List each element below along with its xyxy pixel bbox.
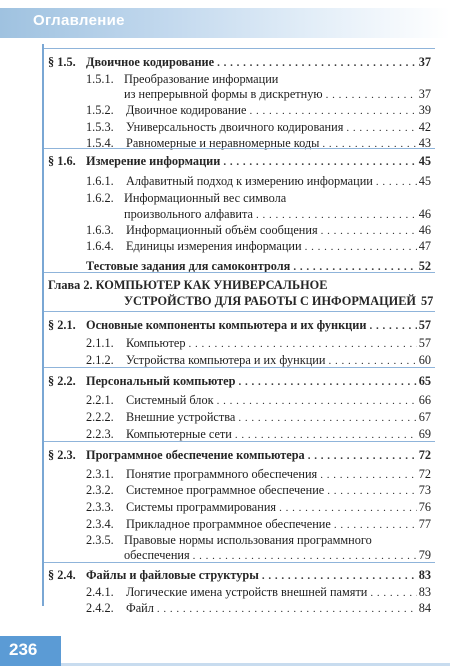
subsection-title: Системный блок [126,393,214,407]
toc-subsection-number: 1.6.2. [86,191,114,205]
page-ref: 37 [418,87,431,101]
page-ref: 79 [418,548,431,562]
leader-dots [193,549,417,559]
toc-subsection-number: 1.5.1. [86,72,114,86]
subsection-title: Единицы измерения информации [126,239,302,253]
page-ref: 39 [418,103,431,117]
leader-dots [370,586,416,596]
subsection-title-line2: обеспечения [124,548,190,562]
leader-dots [157,602,417,612]
subsection-number: 2.2.1. [86,393,114,407]
toc-subsection[interactable] [86,602,431,615]
section-divider [44,48,435,49]
page-ref: 67 [418,410,431,424]
page-ref: 57 [418,318,431,332]
toc-subsection[interactable] [86,411,431,424]
section-number: § 2.2. [48,374,76,388]
subsection-title: Логические имена устройств внешней памяти [126,585,368,599]
page-ref: 72 [418,467,431,481]
page-ref: 37 [418,55,431,69]
subsection-title: Файл [126,601,154,615]
section-number: § 1.5. [48,55,76,69]
toc-section[interactable] [48,319,431,332]
section-title: Двоичное кодирование [86,55,215,69]
subsection-number: 2.2.3. [86,427,114,441]
subsection-number: 2.3.1. [86,467,114,481]
page-ref: 65 [418,374,431,388]
page-ref: 45 [418,154,431,168]
subsection-title: Информационный объём сообщения [126,223,318,237]
toc-subsection[interactable] [86,224,431,237]
leader-dots [217,56,417,66]
subsection-number: 1.5.3. [86,120,114,134]
subsection-title: Системное программное обеспечение [126,483,325,497]
page-ref: 42 [418,120,431,134]
page-ref: 73 [418,483,431,497]
leader-dots [293,260,416,270]
subsection-number: 2.3.4. [86,517,114,531]
toc-section[interactable] [48,155,431,168]
table-of-contents [44,44,435,615]
section-title: Измерение информации [86,154,221,168]
toc-subsection[interactable] [86,501,431,514]
page-ref: 69 [418,427,431,441]
subsection-number: 1.6.4. [86,239,114,253]
leader-dots [235,428,417,438]
leader-dots [279,501,417,511]
section-number: § 1.6. [48,154,76,168]
toc-subsection-number: 2.3.5. [86,533,114,547]
subsection-number: 1.6.3. [86,223,114,237]
toc-subsection-title-line1[interactable]: Информационный вес символа [124,191,287,205]
toc-section[interactable] [48,569,431,582]
leader-dots [376,175,417,185]
leader-dots [223,155,416,165]
page-title: Оглавление [33,12,125,29]
chapter-title-line1[interactable]: Глава 2. КОМПЬЮТЕР КАК УНИВЕРСАЛЬНОЕ [48,278,328,292]
subsection-title: Равномерные и неравномерные коды [126,136,320,150]
subsection-title: Прикладное программное обеспечение [126,517,331,531]
section-divider [44,562,435,563]
leader-dots [256,208,417,218]
toc-subsection[interactable] [86,484,431,497]
page-ref: 43 [418,136,431,150]
leader-dots [346,121,416,131]
subsection-number: 2.3.3. [86,500,114,514]
subsection-title: Устройства компьютера и их функции [126,353,326,367]
toc-subsection[interactable] [86,175,431,188]
page-ref: 77 [418,517,431,531]
page-ref: 84 [418,601,431,615]
toc-frame [42,44,435,615]
subsection-title-line2: произвольного алфавита [124,207,253,221]
page-number-tab [0,636,61,666]
section-title: Основные компоненты компьютера и их функции [86,318,367,332]
subsection-title: Универсальность двоичного кодирования [126,120,344,134]
toc-subsection[interactable] [86,586,431,599]
leader-dots [327,484,416,494]
page-ref: 47 [418,239,431,253]
toc-subsection[interactable] [86,121,431,134]
subsection-number: 2.2.2. [86,410,114,424]
toc-subsection[interactable] [124,208,431,221]
subsection-title: Компьютер [126,336,186,350]
page-ref: 46 [418,223,431,237]
leader-dots [322,137,416,147]
toc-chapter[interactable] [124,294,434,308]
leader-dots [238,375,416,385]
leader-dots [217,394,417,404]
subsection-number: 2.3.2. [86,483,114,497]
page-ref: 45 [418,174,431,188]
leader-dots [321,224,417,234]
subsection-title: Компьютерные сети [126,427,232,441]
subsection-title: Двоичное кодирование [126,103,247,117]
tests-title: Тестовые задания для самоконтроля [86,259,291,273]
toc-subsection[interactable] [86,240,431,253]
toc-section[interactable] [48,56,431,69]
subsection-number: 2.1.2. [86,353,114,367]
subsection-number: 1.5.4. [86,136,114,150]
leader-dots [320,468,417,478]
subsection-number: 2.1.1. [86,336,114,350]
leader-dots [262,569,417,579]
page-ref: 57 [420,294,434,308]
section-divider [44,272,435,273]
leader-dots [308,449,417,459]
leader-dots [188,337,416,347]
section-number: § 2.3. [48,448,76,462]
page-ref: 66 [418,393,431,407]
toc-subsection[interactable] [86,394,431,407]
leader-dots [328,354,416,364]
page-ref: 57 [418,336,431,350]
subsection-number: 1.5.2. [86,103,114,117]
leader-dots [326,88,417,98]
toc-subsection[interactable] [124,549,431,562]
section-divider [44,311,435,312]
subsection-number: 2.4.2. [86,601,114,615]
page-ref: 52 [418,259,431,273]
page-ref: 46 [418,207,431,221]
page-ref: 72 [418,448,431,462]
toc-subsection[interactable] [124,88,431,101]
toc-subsection[interactable] [86,518,431,531]
toc-subsection[interactable] [86,354,431,367]
toc-subsection[interactable] [86,337,431,350]
leader-dots [369,319,416,329]
toc-subsection-title-line1[interactable]: Правовые нормы использования программного [124,533,372,547]
page-ref: 83 [418,585,431,599]
subsection-title-line2: из непрерывной формы в дискретную [124,87,323,101]
section-title: Программное обеспечение компьютера [86,448,305,462]
toc-section[interactable] [48,449,431,462]
toc-subsection[interactable] [86,428,431,441]
page-ref: 83 [418,568,431,582]
leader-dots [305,240,417,250]
section-number: § 2.1. [48,318,76,332]
leader-dots [334,518,417,528]
subsection-title: Алфавитный подход к измерению информации [126,174,373,188]
leader-dots [249,104,416,114]
section-divider [44,148,435,149]
page-number: 236 [9,640,38,659]
page-ref: 76 [418,500,431,514]
toc-subsection-title-line1[interactable]: Преобразование информации [124,72,279,86]
subsection-title: Системы программирования [126,500,277,514]
page-ref: 60 [418,353,431,367]
subsection-title: Внешние устройства [126,410,236,424]
toc-section[interactable] [48,375,431,388]
leader-dots [238,411,416,421]
chapter-title-line2: УСТРОЙСТВО ДЛЯ РАБОТЫ С ИНФОРМАЦИЕЙ [124,294,416,308]
toc-subsection[interactable] [86,104,431,117]
section-divider [44,367,435,368]
subsection-number: 1.6.1. [86,174,114,188]
section-title: Файлы и файловые структуры [86,568,259,582]
section-title: Персональный компьютер [86,374,236,388]
section-divider [44,441,435,442]
subsection-title: Понятие программного обеспечения [126,467,318,481]
section-number: § 2.4. [48,568,76,582]
toc-subsection[interactable] [86,468,431,481]
subsection-number: 2.4.1. [86,585,114,599]
